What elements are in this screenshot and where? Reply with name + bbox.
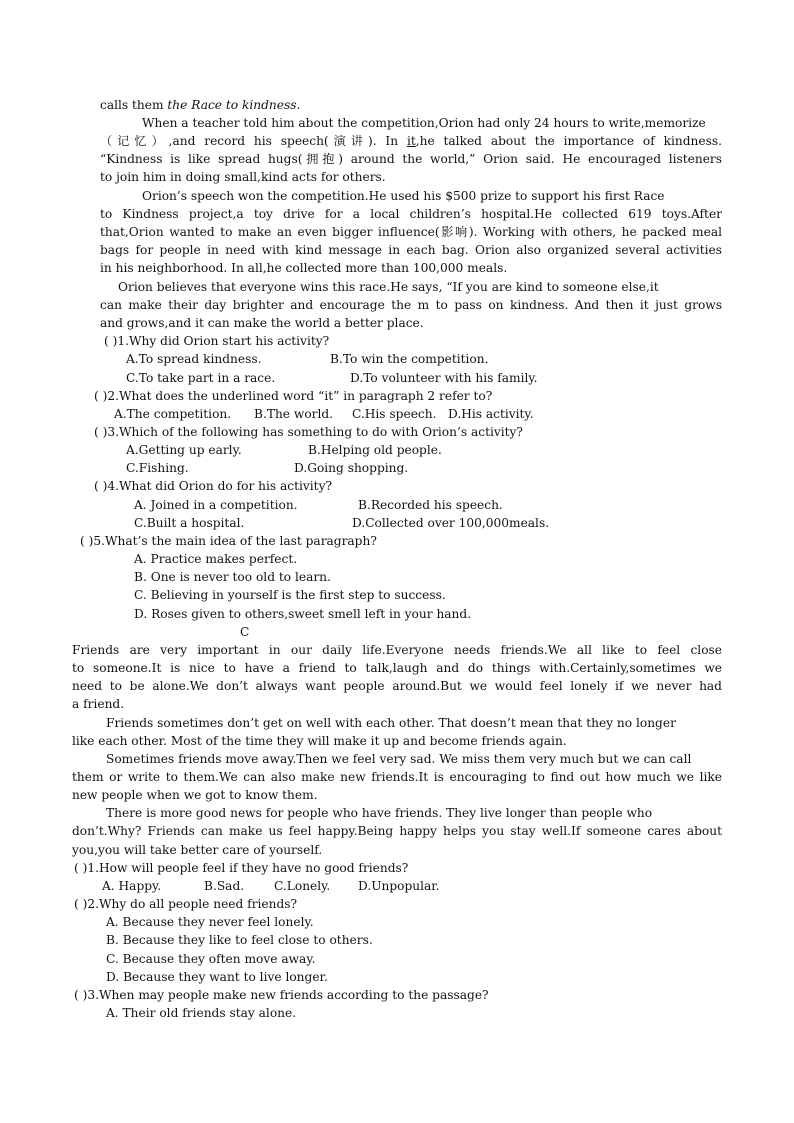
question-b1-option-d[interactable]: D.To volunteer with his family. [350, 371, 538, 385]
question-b2-option-c[interactable]: C.His speech. [352, 407, 437, 421]
race-to-kindness-title: the Race to kindness [167, 98, 297, 112]
passage-c-p4-line1: There is more good news for people who have friends. They live longer than people who [106, 806, 653, 820]
passage-b-intro-line [100, 96, 300, 114]
passage-c-p4-line3: you,you will take better care of yourself. [72, 843, 323, 857]
text-segment: （记忆）,and record his speech(演讲). In [100, 134, 407, 148]
question-b1-stem: ( )1.Why did Orion start his activity? [104, 334, 330, 348]
question-c3-option-a[interactable]: A. Their old friends stay alone. [106, 1006, 297, 1020]
passage-b-p2-line3: that,Orion wanted to make an even bigger influence(影响). Working with others, he packed meal [100, 225, 722, 239]
passage-b-p2-line2: to Kindness project,a toy drive for a local children’s hospital.He collected 619 toys.After [100, 207, 722, 221]
question-b1-option-a[interactable]: A.To spread kindness. [126, 352, 262, 366]
question-b2-option-d[interactable]: D.His activity. [448, 407, 534, 421]
question-c1-stem: ( )1.How will people feel if they have no good friends? [74, 861, 409, 875]
passage-b-p2-line5: in his neighborhood. In all,he collected more than 100,000 meals. [100, 261, 508, 275]
question-b4-option-c[interactable]: C.Built a hospital. [134, 516, 245, 530]
text-segment: ,he talked about the importance of kindness. [415, 134, 722, 148]
question-b3-stem: ( )3.Which of the following has something to do with Orion’s activity? [94, 425, 523, 439]
passage-c-p3-line3: new people when we got to know them. [72, 788, 318, 802]
question-c1-option-b[interactable]: B.Sad. [204, 879, 245, 893]
question-b3-option-c[interactable]: C.Fishing. [126, 461, 189, 475]
question-b3-option-a[interactable]: A.Getting up early. [126, 443, 242, 457]
question-b5-option-b[interactable]: B. One is never too old to learn. [134, 570, 331, 584]
passage-c-p1-line3: need to be alone.We don’t always want people around.But we would feel lonely if we never had [72, 679, 722, 693]
question-b2-option-b[interactable]: B.The world. [254, 407, 334, 421]
question-b5-option-c[interactable]: C. Believing in yourself is the first step to success. [134, 588, 446, 602]
question-b4-option-a[interactable]: A. Joined in a competition. [134, 498, 298, 512]
passage-b-p1-line2 [100, 132, 722, 150]
passage-c-p4-line2: don’t.Why? Friends can make us feel happy.Being happy helps you stay well.If someone cares about [72, 824, 722, 838]
passage-b-p3-line1: Orion believes that everyone wins this race.He says, “If you are kind to someone else,it [118, 280, 659, 294]
question-b2-option-a[interactable]: A.The competition. [114, 407, 232, 421]
question-b5-option-d[interactable]: D. Roses given to others,sweet smell left in your hand. [134, 607, 472, 621]
question-c3-stem: ( )3.When may people make new friends according to the passage? [74, 988, 489, 1002]
question-b3-option-b[interactable]: B.Helping old people. [308, 443, 442, 457]
passage-c-letter: C [240, 625, 250, 639]
question-b5-option-a[interactable]: A. Practice makes perfect. [134, 552, 298, 566]
underlined-word-it: it [406, 134, 416, 148]
passage-b-p3-line3: and grows,and it can make the world a better place. [100, 316, 424, 330]
question-c2-stem: ( )2.Why do all people need friends? [74, 897, 298, 911]
question-b3-option-d[interactable]: D.Going shopping. [294, 461, 409, 475]
question-c2-option-a[interactable]: A. Because they never feel lonely. [106, 915, 314, 929]
passage-b-p1-line4: to join him in doing small,kind acts for others. [100, 170, 386, 184]
passage-c-p2-line2: like each other. Most of the time they will make it up and become friends again. [72, 734, 567, 748]
passage-c-p1-line2: to someone.It is nice to have a friend to talk,laugh and do things with.Certainly,sometimes we [72, 661, 722, 675]
passage-c-p2-line1: Friends sometimes don’t get on well with each other. That doesn’t mean that they no longer [106, 716, 676, 730]
question-c1-option-d[interactable]: D.Unpopular. [358, 879, 440, 893]
text-segment: . [296, 98, 301, 112]
passage-c-p3-line2: them or write to them.We can also make new friends.It is encouraging to find out how much we like [72, 770, 722, 784]
text-segment: calls them [100, 98, 168, 112]
question-b4-option-b[interactable]: B.Recorded his speech. [358, 498, 503, 512]
question-b4-option-d[interactable]: D.Collected over 100,000meals. [352, 516, 550, 530]
question-c1-option-a[interactable]: A. Happy. [102, 879, 162, 893]
passage-b-p1-line1: When a teacher told him about the competition,Orion had only 24 hours to write,memorize [142, 116, 706, 130]
question-c2-option-b[interactable]: B. Because they like to feel close to others. [106, 933, 373, 947]
question-b2-stem: ( )2.What does the underlined word “it” in paragraph 2 refer to? [94, 389, 493, 403]
passage-c-p3-line1: Sometimes friends move away.Then we feel very sad. We miss them very much but we can call [106, 752, 692, 766]
passage-b-p2-line1: Orion’s speech won the competition.He used his $500 prize to support his first Race [142, 189, 665, 203]
passage-b-p3-line2: can make their day brighter and encourage the m to pass on kindness. And then it just grows [100, 298, 722, 312]
question-c2-option-c[interactable]: C. Because they often move away. [106, 952, 316, 966]
passage-b-p1-line3: “Kindness is like spread hugs(拥抱) around the world,” Orion said. He encouraged listeners [100, 152, 722, 166]
question-b1-option-c[interactable]: C.To take part in a race. [126, 371, 276, 385]
question-c1-option-c[interactable]: C.Lonely. [274, 879, 331, 893]
question-b4-stem: ( )4.What did Orion do for his activity? [94, 479, 333, 493]
passage-c-p1-line4: a friend. [72, 697, 125, 711]
passage-c-p1-line1: Friends are very important in our daily life.Everyone needs friends.We all like to feel close [72, 643, 722, 657]
question-b5-stem: ( )5.What’s the main idea of the last paragraph? [80, 534, 377, 548]
question-c2-option-d[interactable]: D. Because they want to live longer. [106, 970, 328, 984]
passage-b-p2-line4: bags for people in need with kind message in each bag. Orion also organized several activities [100, 243, 722, 257]
question-b1-option-b[interactable]: B.To win the competition. [330, 352, 489, 366]
